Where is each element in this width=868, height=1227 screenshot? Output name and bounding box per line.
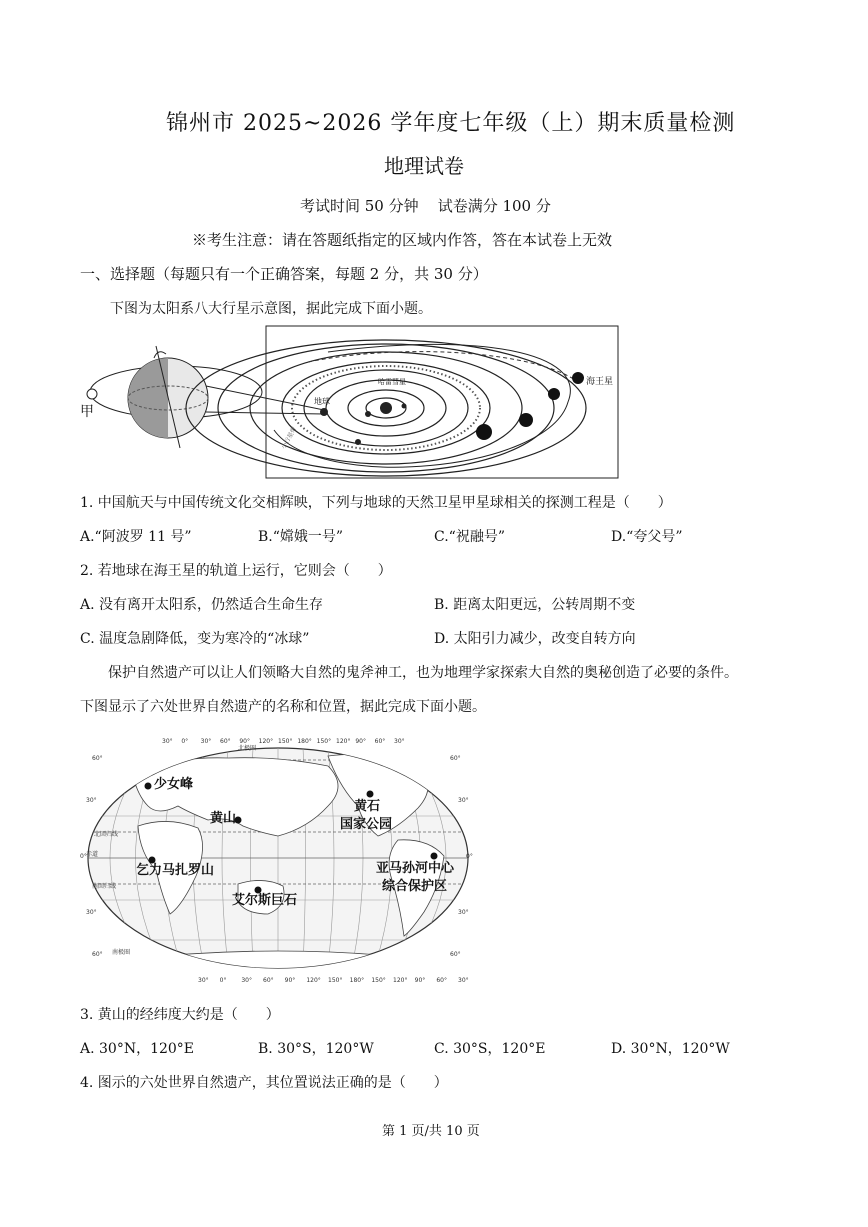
top-lon-tick: 30°: [200, 738, 212, 745]
left-lat-tick: 30°: [86, 909, 97, 916]
left-lat-tick: 0°: [80, 853, 87, 860]
page-footer: 第 1 页/共 10 页: [382, 1124, 480, 1139]
bottom-lon-tick: 150°: [328, 977, 343, 984]
top-lon-tick: 0°: [181, 738, 189, 745]
left-lat-tick: 30°: [86, 797, 97, 804]
site-dot-jungfrau: [145, 783, 152, 790]
right-lat-tick: 60°: [450, 951, 461, 958]
q2-stem: 2. 若地球在海王星的轨道上运行，它则会（ ）: [80, 563, 392, 579]
q2-option-b[interactable]: B. 距离太阳更远，公转周期不变: [434, 597, 636, 613]
site-amazon-2: 综合保护区: [382, 879, 448, 894]
q1-option-c[interactable]: C.“祝融号”: [434, 529, 505, 545]
label-antarctic-circle: 南极圈: [112, 949, 131, 956]
left-lat-tick: 60°: [92, 951, 103, 958]
bottom-lon-tick: 120°: [393, 977, 408, 984]
bottom-lon-tick: 30°: [458, 977, 469, 984]
label-arctic-circle: 北极圈: [238, 745, 257, 752]
solar-system-figure: [78, 322, 623, 482]
bottom-lon-tick: 150°: [371, 977, 386, 984]
bottom-lon-tick: 180°: [349, 977, 365, 984]
site-huangshan: 黄山: [210, 811, 237, 826]
site-kilimanjaro: 乞力马扎罗山: [136, 863, 215, 878]
q2-option-d[interactable]: D. 太阳引力减少，改变自转方向: [434, 631, 636, 647]
q2-option-a[interactable]: A. 没有离开太阳系，仍然适合生命生存: [80, 597, 324, 613]
right-lat-tick: 0°: [466, 853, 473, 860]
bottom-lon-tick: 60°: [263, 977, 274, 984]
site-yellowstone-1: 黄石: [354, 799, 381, 814]
exam-info: 考试时间 50 分钟 试卷满分 100 分: [300, 197, 551, 215]
earth-planet: [320, 408, 328, 416]
exam-notice: ※考生注意：请在答题纸指定的区域内作答，答在本试卷上无效: [192, 231, 613, 249]
label-jia: 甲: [80, 404, 94, 420]
world-heritage-map: [78, 736, 478, 986]
site-dot-yellowstone: [367, 791, 374, 798]
q4-stem: 4. 图示的六处世界自然遗产，其位置说法正确的是（ ）: [80, 1075, 448, 1091]
bottom-lon-tick: 0°: [219, 977, 227, 984]
label-tropic-capricorn: 南回归线: [92, 883, 117, 890]
top-lon-tick: 150°: [316, 738, 332, 745]
site-dot-amazon: [431, 853, 438, 860]
label-belt: 小行星带: [280, 425, 299, 451]
page-title: 锦州市 2025~2026 学年度七年级（上）期末质量检测: [166, 111, 736, 136]
q1-option-a[interactable]: A.“阿波罗 11 号”: [80, 529, 192, 545]
q3-option-a[interactable]: A. 30°N，120°E: [80, 1041, 195, 1057]
right-lat-tick: 60°: [450, 755, 461, 762]
bottom-lon-tick: 90°: [284, 977, 296, 984]
site-yellowstone-2: 国家公园: [340, 817, 393, 832]
site-uluru: 艾尔斯巨石: [232, 893, 298, 908]
q1-stem: 1. 中国航天与中国传统文化交相辉映，下列与地球的天然卫星甲星球相关的探测工程是（ ）: [80, 495, 672, 511]
moon-jia: [87, 389, 97, 399]
top-lon-tick: 90°: [355, 738, 366, 745]
bottom-lon-tick: 120°: [306, 977, 321, 984]
q3-option-b[interactable]: B. 30°S，120°W: [258, 1041, 374, 1057]
top-lon-tick: 30°: [162, 738, 173, 745]
intro2-line1: 保护自然遗产可以让人们领略大自然的鬼斧神工，也为地理学家探索大自然的奥秘创造了必要的条件。: [108, 665, 738, 681]
top-lon-tick: 60°: [220, 738, 231, 745]
label-halley: 哈雷彗星: [378, 378, 406, 386]
left-lat-tick: 60°: [92, 755, 103, 762]
label-equator: 赤道: [86, 851, 99, 858]
antarctica-shape: [108, 951, 448, 976]
sun: [380, 402, 392, 414]
site-jungfrau: 少女峰: [154, 777, 194, 792]
q1-option-d[interactable]: D.“夸父号”: [611, 529, 683, 545]
top-lon-tick: 120°: [258, 738, 274, 745]
q2-option-c[interactable]: C. 温度急剧降低，变为寒冷的“冰球”: [80, 631, 310, 647]
bottom-ticks: [198, 977, 469, 984]
page-subtitle: 地理试卷: [384, 154, 464, 178]
label-tropic-cancer: 北回归线: [94, 831, 119, 838]
site-amazon-1: 亚马孙河中心: [376, 861, 455, 876]
bottom-lon-tick: 30°: [241, 977, 252, 984]
top-lon-tick: 150°: [278, 738, 293, 745]
bottom-lon-tick: 30°: [198, 977, 209, 984]
label-earth: 地球: [314, 397, 330, 406]
intro2-line2: 下图显示了六处世界自然遗产的名称和位置，据此完成下面小题。: [80, 699, 486, 715]
q3-stem: 3. 黄山的经纬度大约是（ ）: [80, 1007, 280, 1023]
bottom-lon-tick: 60°: [436, 977, 447, 984]
label-neptune: 海王星: [586, 377, 614, 387]
q3-option-d[interactable]: D. 30°N，120°W: [611, 1041, 730, 1057]
top-lon-tick: 30°: [394, 738, 405, 745]
q3-option-c[interactable]: C. 30°S，120°E: [434, 1041, 546, 1057]
top-lon-tick: 180°: [297, 738, 312, 745]
top-lon-tick: 60°: [374, 738, 386, 745]
figure1-intro: 下图为太阳系八大行星示意图，据此完成下面小题。: [110, 301, 432, 317]
top-lon-tick: 90°: [239, 738, 250, 745]
top-lon-tick: 120°: [336, 738, 351, 745]
right-lat-tick: 30°: [458, 909, 469, 916]
q1-option-b[interactable]: B.“嫦娥一号”: [258, 529, 344, 545]
neptune: [572, 372, 584, 384]
right-lat-tick: 30°: [458, 797, 469, 804]
section-heading: 一、选择题（每题只有一个正确答案，每题 2 分，共 30 分）: [80, 265, 488, 283]
bottom-lon-tick: 90°: [414, 977, 426, 984]
